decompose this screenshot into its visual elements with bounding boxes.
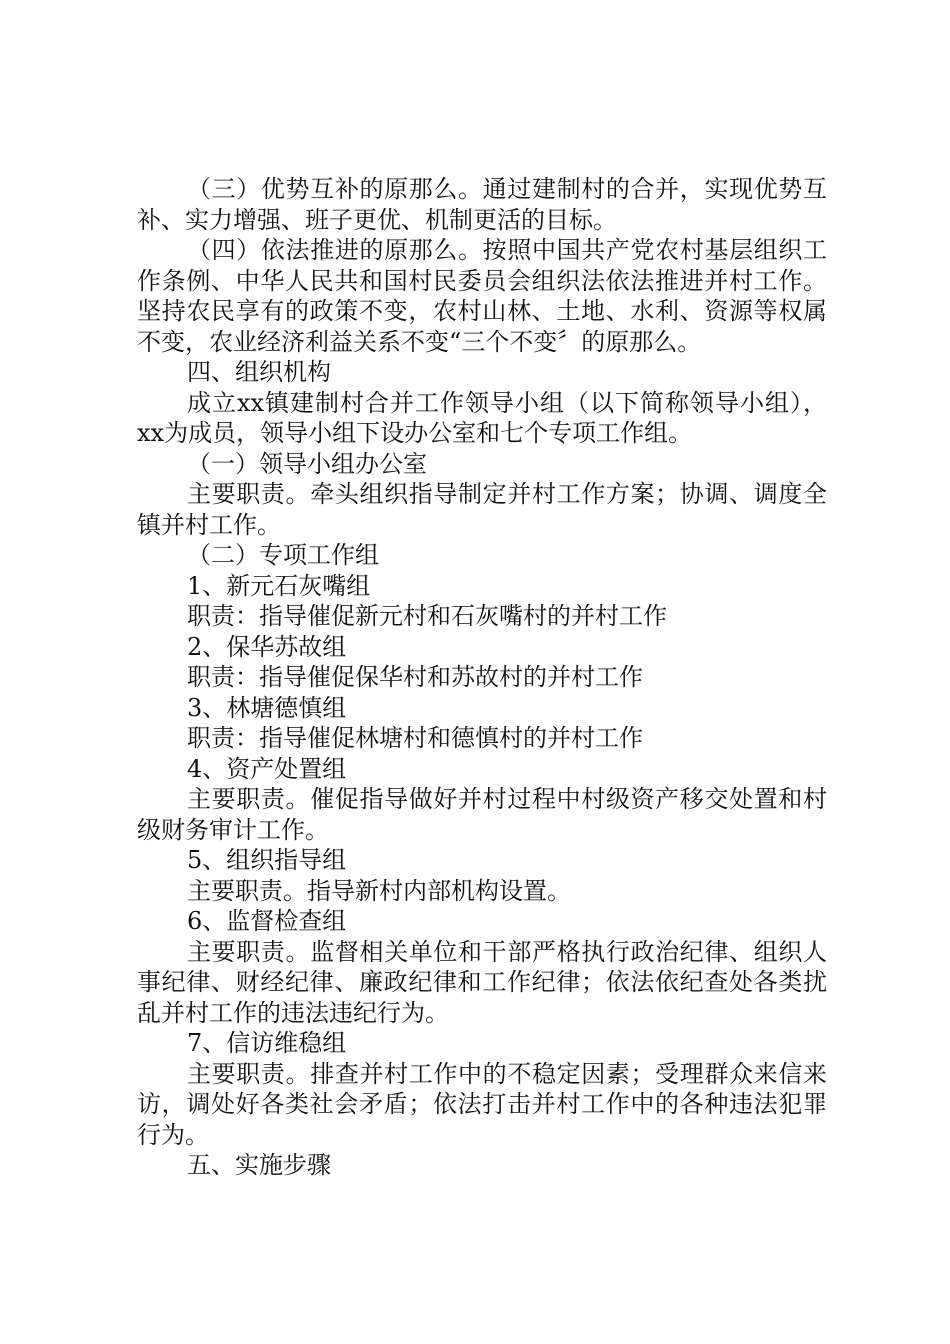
subheading-office: （一）领导小组办公室: [187, 449, 427, 478]
section-heading-organization: 四、组织机构: [187, 358, 331, 386]
group-title-1: 1、新元石灰嘴组: [187, 571, 371, 600]
group-title-4: 4、资产处置组: [187, 754, 347, 783]
group-title-7: 7、信访维稳组: [187, 1029, 347, 1057]
group-title-5: 5、组织指导组: [187, 846, 347, 874]
group-title-2: 2、保华苏故组: [187, 632, 347, 661]
group-title-6: 6、监督检查组: [187, 907, 347, 935]
paragraph-leading-group: 成立xx镇建制村合并工作领导小组（以下简称领导小组），xx为成员，领导小组下设办公室和七个专项工作组。: [137, 388, 827, 447]
document-body: [137, 174, 827, 1181]
section-heading-implementation: 五、实施步骤: [187, 1151, 331, 1179]
group-duty-2: 职责：指导催促保华村和苏故村的并村工作: [187, 663, 643, 691]
paragraph-principle-four: （四）依法推进的原那么。按照中国共产党农村基层组织工作条例、中华人民共和国村民委员会组织法依法推进并村工作。坚持农民享有的政策不变，农村山林、土地、水利、资源等权属不变，农业经济利益关系不变“三个不变〞的原那么。: [137, 236, 827, 356]
group-duty-4: 主要职责。催促指导做好并村过程中村级资产移交处置和村级财务审计工作。: [137, 785, 827, 844]
group-duty-5: 主要职责。指导新村内部机构设置。: [187, 876, 571, 905]
group-duty-6: 主要职责。监督相关单位和干部严格执行政治纪律、组织人事纪律、财经纪律、廉政纪律和工作纪律；依法依纪查处各类扰乱并村工作的违法违纪行为。: [137, 937, 827, 1027]
group-title-3: 3、林塘德慎组: [187, 693, 347, 722]
paragraph-principle-three: （三）优势互补的原那么。通过建制村的合并，实现优势互补、实力增强、班子更优、机制更活的目标。: [137, 175, 827, 234]
paragraph-office-duties: 主要职责。牵头组织指导制定并村工作方案；协调、调度全镇并村工作。: [137, 480, 827, 539]
subheading-special-groups: （二）专项工作组: [187, 541, 379, 569]
group-duty-1: 职责：指导催促新元村和石灰嘴村的并村工作: [187, 602, 667, 630]
group-duty-7: 主要职责。排查并村工作中的不稳定因素；受理群众来信来访，调处好各类社会矛盾；依法打击并村工作中的各种违法犯罪行为。: [137, 1059, 827, 1149]
group-duty-3: 职责：指导催促林塘村和德慎村的并村工作: [187, 724, 643, 752]
